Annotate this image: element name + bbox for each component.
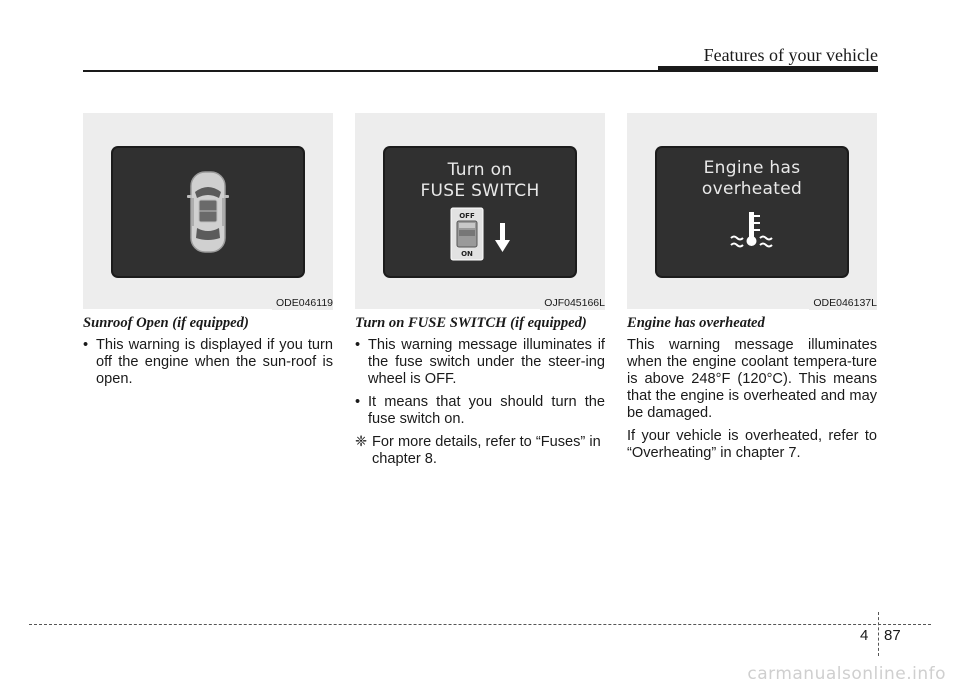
car-sunroof-icon <box>113 148 303 276</box>
bullet-dot: • <box>355 337 361 353</box>
switch-off-label: OFF <box>459 212 475 220</box>
bullet-text: It means that you should turn the fuse switch on. <box>368 394 605 427</box>
paragraph: This warning message illuminates when the engine coolant tempera-ture is above 248°F (120°C). This means that the engine is overheated and may be damaged. <box>627 337 877 421</box>
fuse-switch-icon <box>385 148 575 276</box>
note-mark: ❈ <box>355 434 368 450</box>
figure-code: OJF045166L <box>540 296 605 310</box>
bullet-dot: • <box>355 394 361 410</box>
bullet-item <box>83 337 333 388</box>
footer-divider <box>878 612 879 656</box>
bullet-text: This warning is displayed if you turn off the engine when the sun-roof is open. <box>96 337 333 387</box>
figure-panel <box>627 113 877 309</box>
section-subtitle: Engine has overheated <box>627 315 765 331</box>
section-subtitle: Sunroof Open (if equipped) <box>83 315 249 331</box>
figure-code: ODE046137L <box>809 296 877 310</box>
header-rule-accent <box>658 66 878 72</box>
paragraph: If your vehicle is overheated, refer to “Overheating” in chapter 7. <box>627 428 877 461</box>
figure-panel <box>83 113 333 309</box>
cluster-display <box>113 148 303 276</box>
watermark: carmanualsonline.info <box>747 664 946 684</box>
footer-rule <box>29 624 931 625</box>
bullet-item <box>355 394 605 428</box>
section-fuse-switch <box>355 113 605 474</box>
figure-panel <box>355 113 605 309</box>
screen-text-line1: Engine has <box>703 158 801 178</box>
chapter-number: 4 <box>860 627 869 644</box>
screen-text-line2: FUSE SWITCH <box>420 181 540 201</box>
section-engine-overheated <box>627 113 877 468</box>
page-number: 87 <box>884 627 901 644</box>
cluster-display <box>657 148 847 276</box>
section-sunroof <box>83 113 333 394</box>
bullet-item <box>355 337 605 388</box>
section-subtitle: Turn on FUSE SWITCH (if equipped) <box>355 315 587 331</box>
page-header-title: Features of your vehicle <box>703 45 878 65</box>
bullet-text: This warning message illuminates if the fuse switch under the steer-ing wheel is OFF. <box>368 337 605 387</box>
note-item <box>355 434 605 468</box>
note-text: For more details, refer to “Fuses” in chapter 8. <box>372 434 601 467</box>
coolant-temperature-icon <box>657 148 847 276</box>
figure-code: ODE046119 <box>272 296 333 310</box>
cluster-display <box>385 148 575 276</box>
screen-text-line2: overheated <box>701 179 803 199</box>
screen-text-line1: Turn on <box>447 160 513 180</box>
switch-on-label: ON <box>461 250 473 258</box>
bullet-dot: • <box>83 337 89 353</box>
